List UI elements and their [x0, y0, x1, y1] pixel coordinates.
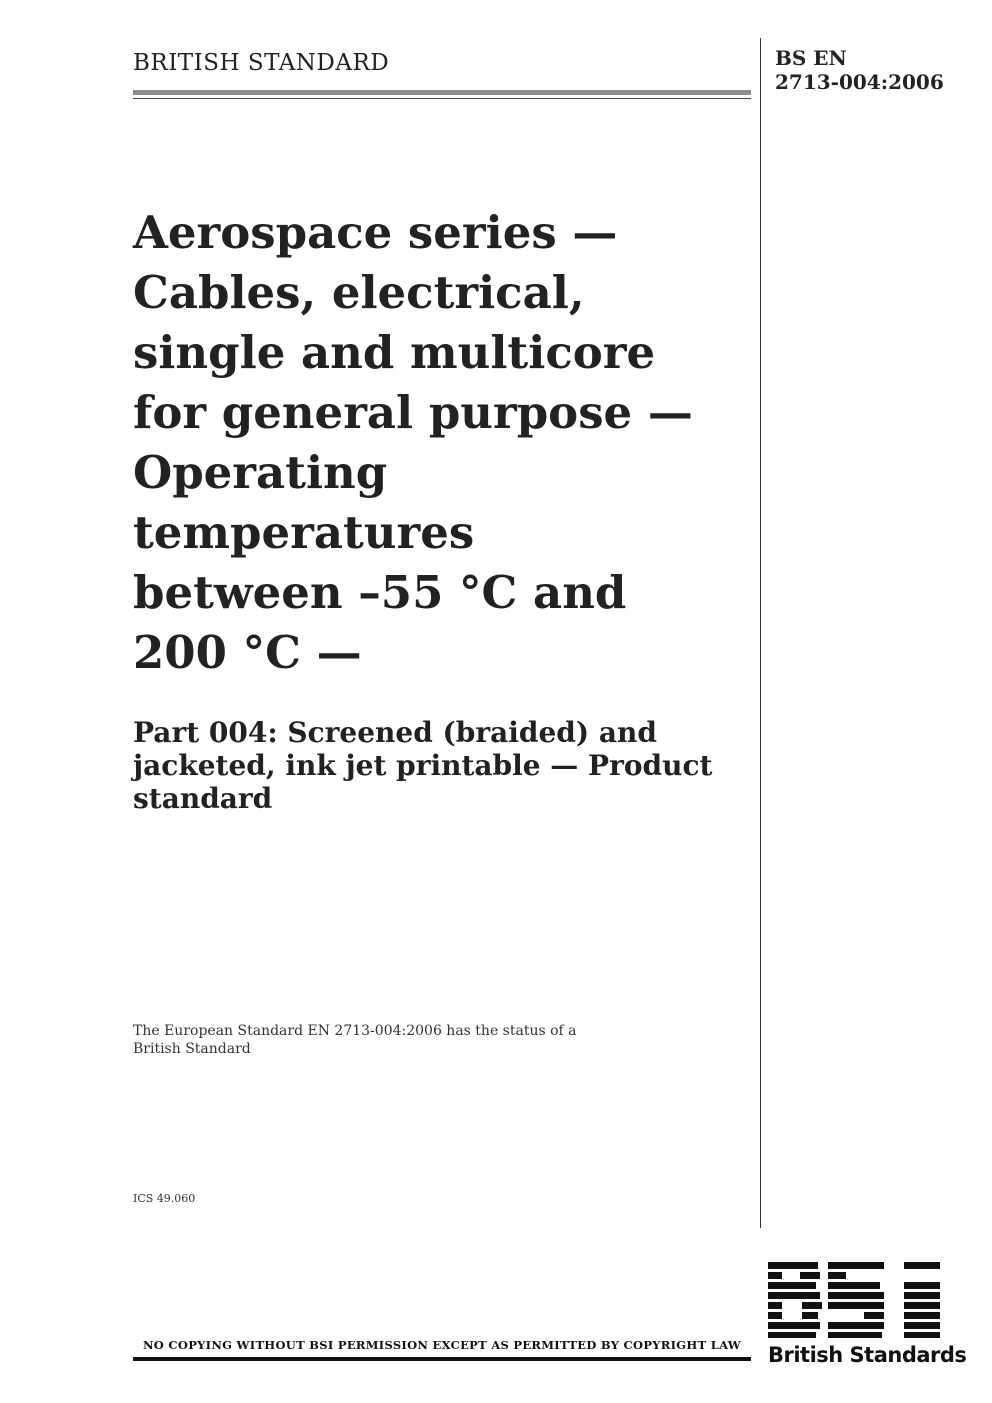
part-title	[133, 716, 743, 815]
copyright-notice: NO COPYING WITHOUT BSI PERMISSION EXCEPT AS PERMITTED BY COPYRIGHT LAW	[142, 1338, 742, 1352]
title-line-4: for general purpose —	[133, 386, 693, 439]
copyright-rule	[133, 1357, 751, 1361]
title-line-7: between –55 °C and	[133, 566, 627, 619]
ics-code: ICS 49.060	[133, 1192, 196, 1205]
title-line-3: single and multicore	[133, 326, 656, 379]
part-line-2: jacketed, ink jet printable — Product	[133, 749, 713, 782]
part-line-3: standard	[133, 782, 273, 815]
part-line-1: Part 004: Screened (braided) and	[133, 716, 657, 749]
title-line-2: Cables, electrical,	[133, 266, 585, 319]
standard-number-line-2: 2713-004:2006	[775, 70, 944, 94]
title-line-5: Operating	[133, 446, 388, 499]
series-label: BRITISH STANDARD	[133, 50, 390, 76]
status-note	[133, 1022, 577, 1058]
title-line-8: 200 °C —	[133, 626, 362, 679]
bsi-logo-tagline: British Standards	[768, 1343, 967, 1367]
header-rule-grey	[133, 90, 751, 95]
standard-number	[775, 46, 944, 94]
title-line-1: Aerospace series —	[133, 206, 618, 259]
status-note-line-1: The European Standard EN 2713-004:2006 has the status of a	[133, 1023, 577, 1039]
title-line-6: temperatures	[133, 506, 475, 559]
header-rule-thin	[133, 98, 751, 99]
document-title	[133, 203, 743, 683]
vertical-divider	[760, 38, 761, 1228]
standard-number-line-1: BS EN	[775, 46, 847, 70]
status-note-line-2: British Standard	[133, 1041, 251, 1057]
